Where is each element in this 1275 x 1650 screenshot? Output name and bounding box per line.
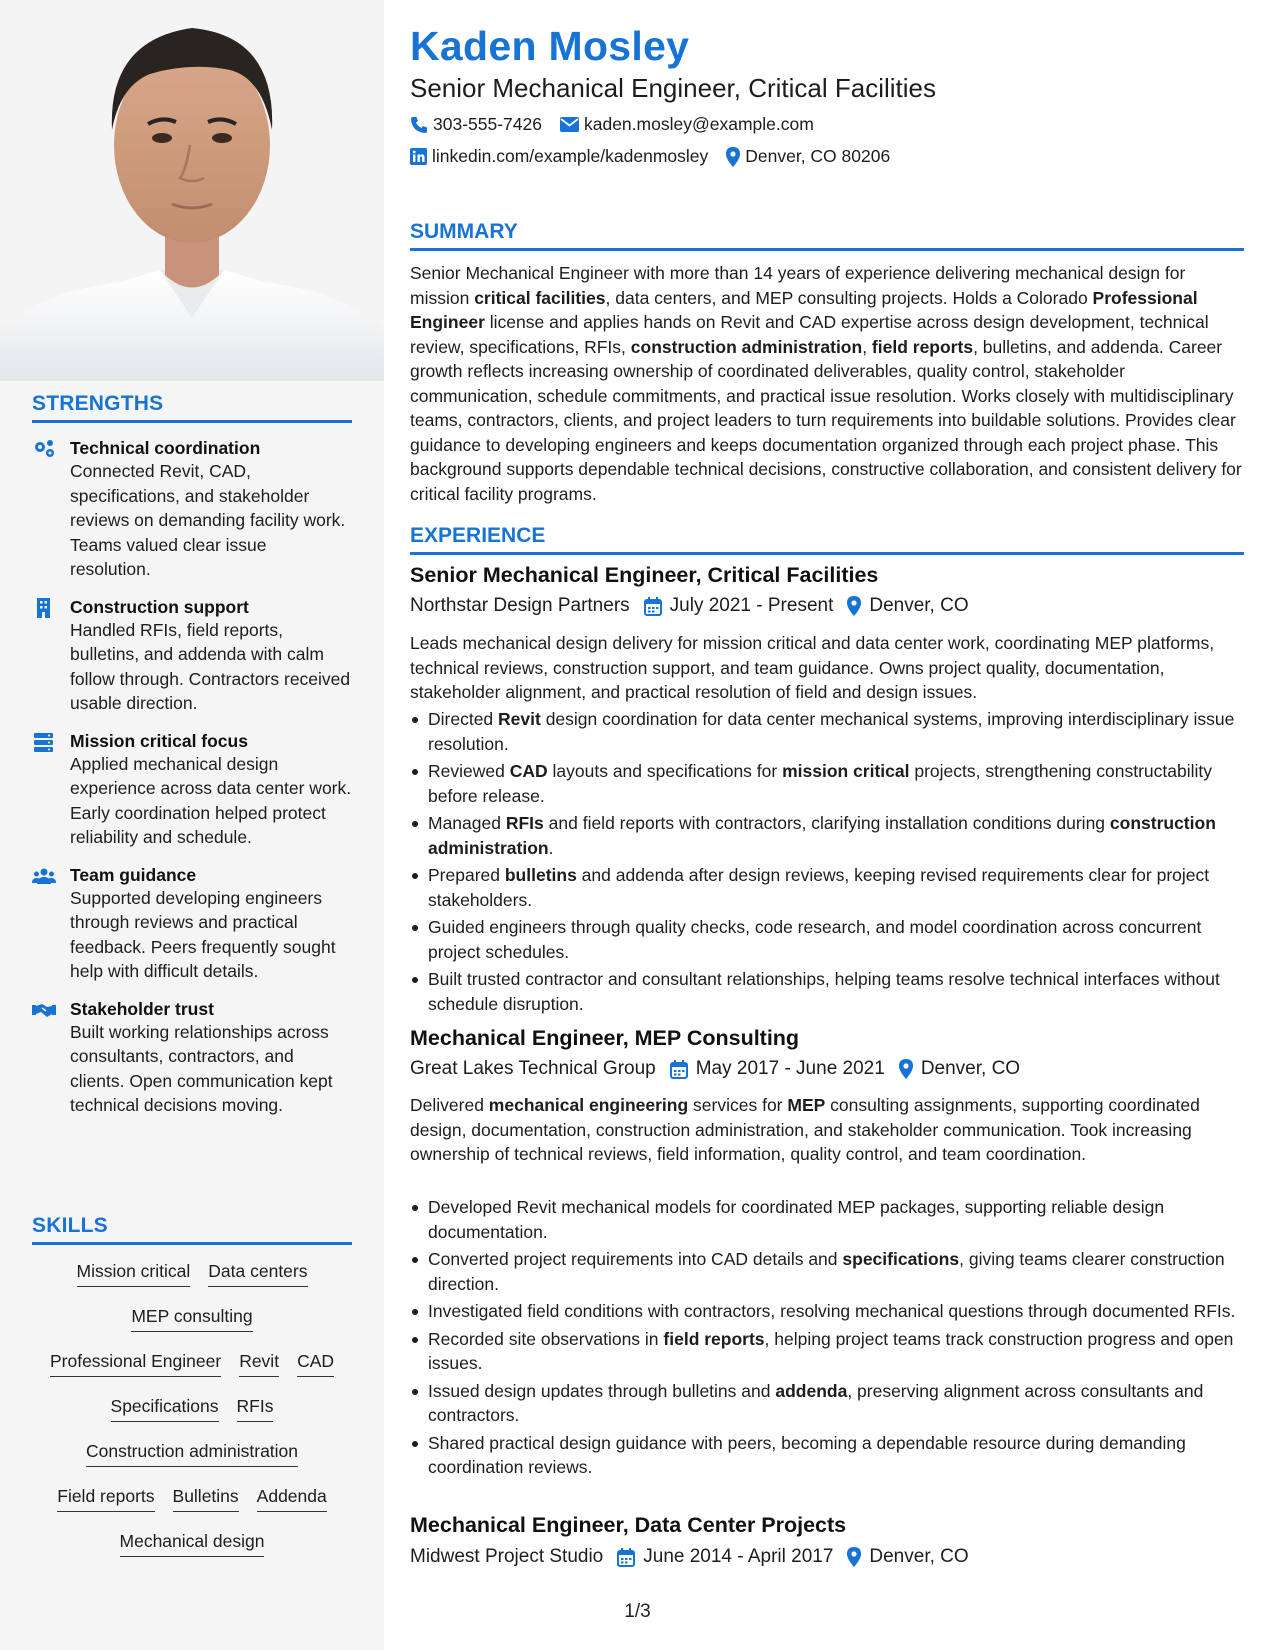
skill-tag: Bulletins xyxy=(173,1484,239,1512)
phone-icon xyxy=(410,116,428,134)
text-run: . xyxy=(548,837,554,858)
strength-title: Mission critical focus xyxy=(70,730,248,751)
job-title: Mechanical Engineer, Data Center Projects xyxy=(410,1513,847,1537)
text-run: and field reports with contractors, clarifying installation conditions during xyxy=(543,813,1110,833)
text-run: projects, strengthening constructability before release. xyxy=(428,761,1213,806)
job-bullets xyxy=(410,1195,1244,1483)
strengths-section xyxy=(32,392,352,1118)
skill-tag: Specifications xyxy=(111,1394,219,1422)
map-pin-icon xyxy=(726,147,740,167)
text-run: Converted project requirements into CAD details and xyxy=(428,1249,843,1269)
bullet-item xyxy=(410,1247,1244,1296)
text-run: and addenda after design reviews, keeping revised requirements clear for project stakeholders. xyxy=(428,865,1210,910)
bold-text: CAD xyxy=(509,761,548,781)
job-dates: May 2017 - June 2021 xyxy=(695,1058,885,1079)
skill-tag: RFIs xyxy=(237,1394,274,1422)
text-run: design coordination for data center mechanical systems, improving interdisciplinary issue resolution. xyxy=(428,709,1235,754)
calendar-icon xyxy=(644,597,662,616)
text-run: Investigated field conditions with contractors, resolving mechanical questions through documented RFIs. xyxy=(428,1301,1236,1321)
text-run: Developed Revit mechanical models for coordinated MEP packages, supporting reliable design documentation. xyxy=(428,1197,1165,1242)
map-pin-icon xyxy=(899,1059,913,1079)
bullet-item xyxy=(410,1379,1244,1428)
strength-item xyxy=(32,998,352,1118)
job-title: Mechanical Engineer, MEP Consulting xyxy=(410,1026,800,1050)
building-icon xyxy=(32,598,56,618)
text-run: Reviewed xyxy=(428,761,510,781)
strength-item xyxy=(32,596,352,716)
location-text: Denver, CO 80206 xyxy=(745,146,891,166)
users-icon xyxy=(32,866,56,886)
job-meta xyxy=(410,1058,1020,1080)
skill-row xyxy=(32,1484,352,1529)
bullet-item xyxy=(410,811,1244,860)
strength-title: Team guidance xyxy=(70,864,197,885)
bold-text: construction administration xyxy=(630,336,863,357)
bold-text: MEP xyxy=(787,1095,826,1115)
bold-text: construction administration xyxy=(428,813,1216,858)
text-run: Guided engineers through quality checks, code research, and model coordination across concurrent project schedules. xyxy=(428,917,1202,962)
skill-tag: Professional Engineer xyxy=(50,1349,221,1377)
strengths-title: STRENGTHS xyxy=(32,392,352,423)
skills-list xyxy=(32,1259,352,1574)
job-title: Senior Mechanical Engineer, Critical Facilities xyxy=(410,563,879,587)
skill-tag: Revit xyxy=(239,1349,279,1377)
text-run: consulting assignments, supporting coordinated design, documentation, construction administration, and stakeholder communication. Took increasing ownership of technical reviews, field information, quality control, and team coordination. xyxy=(410,1095,1200,1164)
portrait-illustration xyxy=(0,0,384,381)
bullet-item xyxy=(410,759,1244,808)
handshake-icon xyxy=(32,1000,56,1020)
linkedin-icon xyxy=(410,148,427,165)
bullet-item xyxy=(410,1327,1244,1376)
email-contact[interactable] xyxy=(560,114,814,135)
summary-text xyxy=(410,261,1244,506)
text-run: Recorded site observations in xyxy=(428,1328,664,1349)
text-run: Prepared xyxy=(428,865,505,885)
skills-section xyxy=(32,1214,352,1574)
contact-row-1 xyxy=(410,114,814,135)
skill-tag: MEP consulting xyxy=(131,1304,252,1332)
job-description xyxy=(410,631,1244,705)
text-run: Issued design updates through bulletins and xyxy=(428,1380,776,1401)
job-dates: July 2021 - Present xyxy=(669,595,834,616)
job-company: Northstar Design Partners xyxy=(410,595,630,616)
skills-title: SKILLS xyxy=(32,1214,352,1245)
bullet-item xyxy=(410,915,1244,964)
bold-text: Professional Engineer xyxy=(410,287,1198,332)
text-run: Senior Mechanical Engineer with more than 14 years of experience delivering mechanical design for mission xyxy=(410,263,1186,308)
strength-item xyxy=(32,437,352,582)
bullet-item xyxy=(410,1299,1244,1324)
strength-item xyxy=(32,864,352,984)
text-run: services for xyxy=(688,1095,788,1115)
bullet-item xyxy=(410,707,1244,756)
job-location: Denver, CO xyxy=(869,1546,969,1567)
text-run: Directed xyxy=(428,709,499,729)
strength-desc: Applied mechanical design experience across data center work. Early coordination helped protect reliability and schedule. xyxy=(70,753,352,847)
bold-text: mechanical engineering xyxy=(488,1095,689,1115)
map-pin-icon xyxy=(847,596,861,616)
text-run: , bulletins, and addenda. Career growth reflects increasing ownership of coordinated deliverables, quality control, stakeholder communication, schedule commitments, and practical issue resolution. Works closely with multidisciplinary teams, contractors, clients, and project leaders to turn requirements into buildable solutions. Provides clear guidance to developing engineers and keeps documentation organized through each project phase. This background supports dependable technical decisions, constructive collaboration, and consistent delivery for critical facility programs. xyxy=(410,336,1242,504)
text-run: , preserving alignment across consultants and contractors. xyxy=(428,1380,1204,1425)
skill-tag: Construction administration xyxy=(86,1439,298,1467)
job-company: Great Lakes Technical Group xyxy=(410,1058,656,1079)
bold-text: field reports xyxy=(663,1328,765,1349)
contact-row-2 xyxy=(410,146,890,167)
server-icon xyxy=(32,732,56,752)
bold-text: bulletins xyxy=(504,865,577,885)
text-run: Built trusted contractor and consultant relationships, helping teams resolve technical interfaces without schedule disruption. xyxy=(428,969,1220,1014)
job-meta xyxy=(410,1546,969,1568)
job-company: Midwest Project Studio xyxy=(410,1546,604,1567)
gears-icon xyxy=(32,439,56,459)
strength-desc: Supported developing engineers through reviews and practical feedback. Peers frequently sought help with difficult details. xyxy=(70,887,336,981)
email-text: kaden.mosley@example.com xyxy=(583,114,814,134)
profile-photo xyxy=(0,0,384,381)
job-bullets xyxy=(410,707,1244,1019)
skill-tag: Addenda xyxy=(257,1484,327,1512)
text-run: Delivered xyxy=(410,1095,489,1115)
text-run: layouts and specifications for xyxy=(547,761,783,781)
text-run: , xyxy=(862,336,872,357)
job-location: Denver, CO xyxy=(869,595,969,616)
strength-title: Stakeholder trust xyxy=(70,998,214,1019)
strength-desc: Handled RFIs, field reports, bulletins, and addenda with calm follow through. Contractors received usable direction. xyxy=(70,619,351,713)
bold-text: field reports xyxy=(871,336,974,357)
experience-title: EXPERIENCE xyxy=(410,524,1244,555)
bold-text: Revit xyxy=(498,709,541,729)
text-run: license and applies hands on Revit and CAD expertise across design development, technical review, specifications, RFIs, xyxy=(410,312,1209,357)
strength-desc: Connected Revit, CAD, specifications, and stakeholder reviews on demanding facility work. Teams valued clear issue resolution. xyxy=(70,461,346,579)
text-run: Shared practical design guidance with peers, becoming a dependable resource during demanding coordination reviews. xyxy=(428,1432,1186,1477)
job-location: Denver, CO xyxy=(920,1058,1021,1079)
skill-tag: Field reports xyxy=(57,1484,154,1512)
skill-row xyxy=(32,1529,352,1574)
skill-tag: Mechanical design xyxy=(120,1529,265,1557)
bold-text: specifications xyxy=(842,1249,960,1269)
bold-text: critical facilities xyxy=(474,287,606,308)
skill-tag: Data centers xyxy=(208,1259,307,1287)
bold-text: addenda xyxy=(775,1380,848,1401)
bullet-item xyxy=(410,967,1244,1016)
sidebar xyxy=(0,0,384,1650)
skill-tag: Mission critical xyxy=(77,1259,191,1287)
linkedin-contact[interactable] xyxy=(410,146,708,167)
text-run: , helping project teams track construction progress and open issues. xyxy=(428,1328,1234,1373)
map-pin-icon xyxy=(847,1547,861,1567)
job-meta xyxy=(410,595,969,617)
skill-row xyxy=(32,1349,352,1394)
bullet-item xyxy=(410,863,1244,912)
job-description xyxy=(410,1093,1244,1167)
text-run: Managed xyxy=(428,813,506,833)
phone-contact[interactable] xyxy=(410,114,542,135)
job-dates: June 2014 - April 2017 xyxy=(643,1546,834,1567)
bullet-item xyxy=(410,1431,1244,1480)
bullet-item xyxy=(410,1195,1244,1244)
strength-title: Construction support xyxy=(70,596,249,617)
calendar-icon xyxy=(617,1548,635,1567)
strength-desc: Built working relationships across consultants, contractors, and clients. Open communication kept technical decisions moving. xyxy=(70,1021,333,1115)
bold-text: RFIs xyxy=(505,813,544,833)
text-run: , data centers, and MEP consulting projects. Holds a Colorado xyxy=(605,287,1093,308)
linkedin-text: linkedin.com/example/kadenmosley xyxy=(432,146,709,166)
text-run: Leads mechanical design delivery for mission critical and data center work, coordinating MEP platforms, technical reviews, construction support, and team guidance. Owns project quality, documentation, stakeholder alignment, and practical resolution of field and design issues. xyxy=(410,633,1215,702)
location-contact xyxy=(726,146,890,167)
calendar-icon xyxy=(670,1060,688,1079)
page-number: 1/3 xyxy=(624,1601,651,1622)
strength-item xyxy=(32,730,352,850)
summary-title: SUMMARY xyxy=(410,220,1244,251)
candidate-name: Kaden Mosley xyxy=(410,23,690,69)
skill-row xyxy=(32,1394,352,1439)
strength-title: Technical coordination xyxy=(70,438,261,458)
skill-row xyxy=(32,1304,352,1349)
skill-row xyxy=(32,1259,352,1304)
candidate-headline: Senior Mechanical Engineer, Critical Facilities xyxy=(410,73,937,103)
bold-text: mission critical xyxy=(782,761,910,781)
skill-tag: CAD xyxy=(297,1349,334,1377)
text-run: , giving teams clearer construction direction. xyxy=(428,1249,1225,1294)
envelope-icon xyxy=(560,117,579,132)
skill-row xyxy=(32,1439,352,1484)
phone-text: 303-555-7426 xyxy=(433,114,542,134)
